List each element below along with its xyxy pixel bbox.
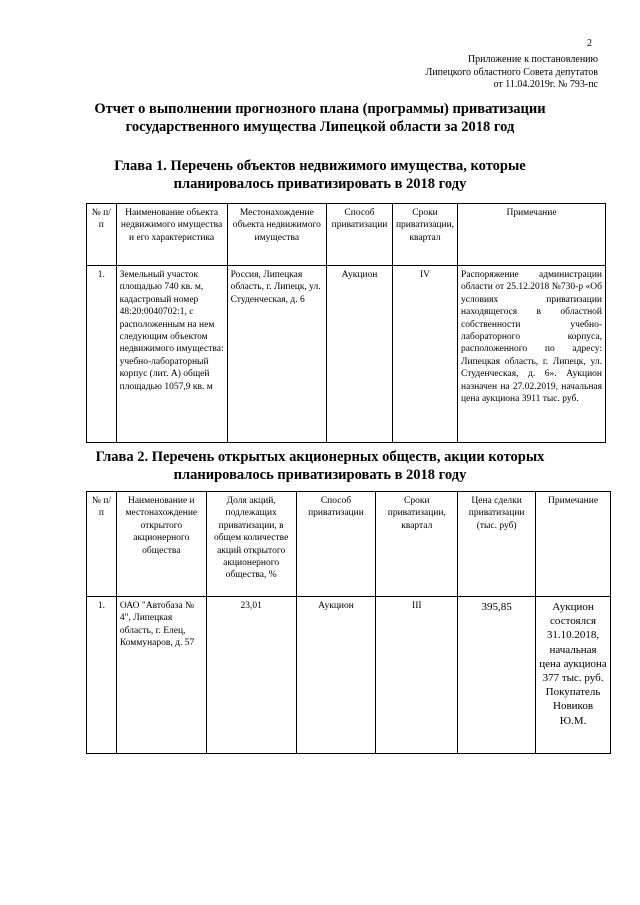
row-term: III xyxy=(376,597,458,754)
row-note: Аукцион состоялся 31.10.2018, начальная цена аукциона 377 тыс. руб. Покупатель Новиков Ю.М. xyxy=(536,597,611,754)
header-cell-price: Цена сделки приватизации (тыс. руб) xyxy=(458,492,536,597)
row-term: IV xyxy=(392,266,457,443)
document-title xyxy=(70,100,570,136)
header-cell-number: № п/п xyxy=(87,204,117,266)
header-cell-note: Примечание xyxy=(458,204,606,266)
appendix-line-1: Приложение к постановлению xyxy=(467,54,598,65)
row-number: 1. xyxy=(87,597,117,754)
chapter-2-heading xyxy=(70,448,570,484)
row-company-name: ОАО "Автобаза № 4", Липецкая область, г. Елец, Коммунаров, д. 57 xyxy=(116,597,206,754)
row-share: 23,01 xyxy=(206,597,296,754)
table-row xyxy=(87,597,611,754)
row-location: Россия, Липецкая область, г. Липецк, ул. Студенческая, д. 6 xyxy=(227,266,326,443)
header-cell-number: № п/п xyxy=(87,492,117,597)
table-header-row xyxy=(87,204,606,266)
real-estate-table xyxy=(86,203,606,443)
chapter-2-title-line-1: Глава 2. Перечень открытых акционерных обществ, акции которых xyxy=(95,449,545,465)
row-method: Аукцион xyxy=(327,266,393,443)
chapter-2-title-line-2: планировалось приватизировать в 2018 году xyxy=(173,467,467,483)
header-cell-location: Местонахождение объекта недвижимого имущества xyxy=(227,204,326,266)
header-cell-company: Наименование и местонахождение открытого акционерного общества xyxy=(116,492,206,597)
header-cell-name: Наименование объекта недвижимого имущества и его характеристика xyxy=(116,204,227,266)
table-header-row xyxy=(87,492,611,597)
joint-stock-table xyxy=(86,491,611,754)
appendix-line-2: Липецкого областного Совета депутатов xyxy=(425,66,598,78)
row-note: Распоряжение администрации области от 25.12.2018 №730-р «Об условиях приватизации находящегося в областной собственности учебно-лабораторного корпуса, расположенного по адресу: Липецкая область, г. Липецк, ул. Студенческая, д. 6». Аукцион назначен на 27.02.2019, начальная цена аукциона 3911 тыс. руб. xyxy=(458,266,606,443)
chapter-1-heading xyxy=(70,157,570,193)
table-row xyxy=(87,266,606,443)
appendix-reference xyxy=(368,54,598,92)
header-cell-share: Доля акций, подлежащих приватизации, в общем количестве акций открытого акционерного общества, % xyxy=(206,492,296,597)
chapter-1-title-line-1: Глава 1. Перечень объектов недвижимого имущества, которые xyxy=(114,158,526,174)
page-number: 2 xyxy=(587,38,592,49)
row-price: 395,85 xyxy=(458,597,536,754)
title-line-1: Отчет о выполнении прогнозного плана (программы) приватизации xyxy=(94,101,546,117)
header-cell-method: Способ приватизации xyxy=(327,204,393,266)
header-cell-term: Сроки приватизации, квартал xyxy=(392,204,457,266)
row-object-name: Земельный участок площадью 740 кв. м, кадастровый номер 48:20:0040702:1, с расположенным на нем следующим объектом недвижимого имущества: учебно-лабораторный корпус (лит. А) общей площадью 1057,9 кв. м xyxy=(116,266,227,443)
title-line-2: государственного имущества Липецкой области за 2018 год xyxy=(125,119,515,135)
appendix-line-3: от 11.04.2019г. № 793-пс xyxy=(493,79,598,90)
header-cell-term: Сроки приватизации, квартал xyxy=(376,492,458,597)
header-cell-method: Способ приватизации xyxy=(296,492,376,597)
header-cell-note: Примечание xyxy=(536,492,611,597)
row-method: Аукцион xyxy=(296,597,376,754)
row-number: 1. xyxy=(87,266,117,443)
chapter-1-title-line-2: планировалось приватизировать в 2018 году xyxy=(173,176,467,192)
